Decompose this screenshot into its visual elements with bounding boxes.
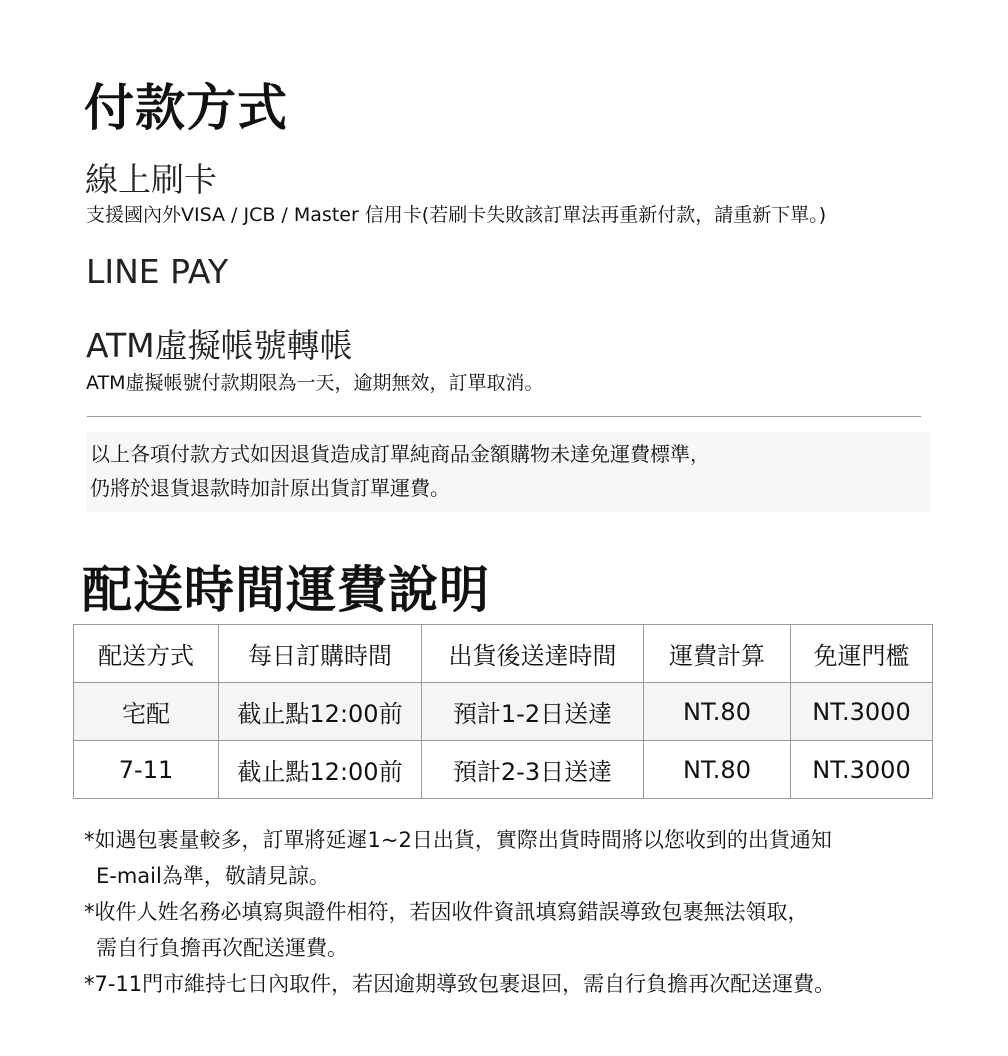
header-fee: 運費計算 [644,625,791,683]
payment-method-atm: ATM虛擬帳號轉帳 [86,326,353,365]
refund-notice-line: 以上各項付款方式如因退貨造成訂單純商品金額購物未達免運費標準， [90,442,710,466]
table-header-row [74,625,933,683]
shipping-table [73,624,933,799]
cell-free-threshold: NT.3000 [791,741,933,799]
note-line: *如遇包裹量較多，訂單將延遲1~2日出貨，實際出貨時間將以您收到的出貨通知 [84,828,832,852]
header-delivery-time: 出貨後送達時間 [422,625,644,683]
payment-method-credit-card-desc: 支援國內外VISA / JCB / Master 信用卡(若刷卡失敗該訂單法再重新付款，請重新下單。) [86,204,827,226]
cell-method: 宅配 [74,683,219,741]
cell-fee: NT.80 [644,741,791,799]
cell-fee: NT.80 [644,683,791,741]
refund-notice-box [87,432,930,512]
cell-free-threshold: NT.3000 [791,683,933,741]
section-divider [87,416,921,417]
table-row [74,741,933,799]
cell-order-time: 截止點12:00前 [219,741,422,799]
payment-method-line-pay: LINE PAY [86,252,229,291]
shipping-title: 配送時間運費說明 [82,561,490,619]
table-row [74,683,933,741]
header-order-time: 每日訂購時間 [219,625,422,683]
header-method: 配送方式 [74,625,219,683]
note-line: *7-11門市維持七日內取件，若因逾期導致包裹退回，需自行負擔再次配送運費。 [84,972,836,996]
cell-method: 7-11 [74,741,219,799]
note-line: *收件人姓名務必填寫與證件相符，若因收件資訊填寫錯誤導致包裹無法領取， [84,900,809,924]
cell-delivery-time: 預計2-3日送達 [422,741,644,799]
note-line: 需自行負擔再次配送運費。 [96,936,348,960]
shipping-notes [84,822,835,1002]
payment-method-atm-desc: ATM虛擬帳號付款期限為一天，逾期無效，訂單取消。 [86,372,544,394]
note-line: E-mail為準，敬請見諒。 [96,864,330,888]
cell-order-time: 截止點12:00前 [219,683,422,741]
header-free-threshold: 免運門檻 [791,625,933,683]
payment-method-credit-card: 線上刷卡 [85,160,217,199]
refund-notice-line: 仍將於退貨退款時加計原出貨訂單運費。 [90,476,450,500]
cell-delivery-time: 預計1-2日送達 [422,683,644,741]
payment-title: 付款方式 [84,79,288,137]
